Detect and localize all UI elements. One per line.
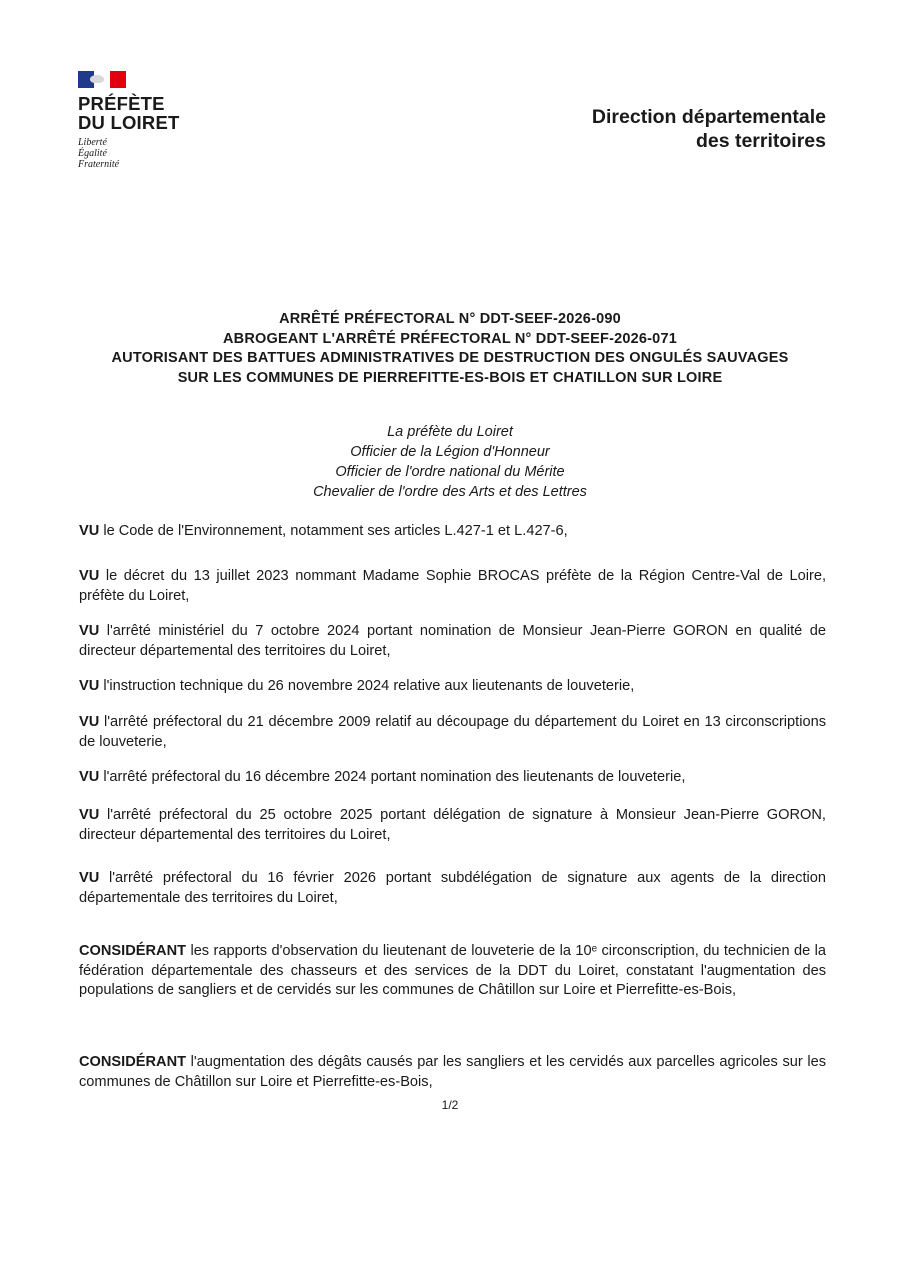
visa-paragraph: VU l'arrêté ministériel du 7 octobre 2024 portant nomination de Monsieur Jean-Pierre GORON en qualité de directeur départemental des territoires du Loiret, xyxy=(79,623,826,659)
prefecture-logo xyxy=(78,71,218,170)
title-line: ABROGEANT L'ARRÊTÉ PRÉFECTORAL N° DDT-SEEF-2026-071 xyxy=(223,330,677,347)
considerant-paragraph: CONSIDÉRANT les rapports d'observation du lieutenant de louveterie de la 10ᵉ circonscription, du technicien de la fédération départementale des chasseurs et des services de la DDT du Loiret, constatant l'augmentation des populations de sangliers et de cervidés sur les communes de Châtillon sur Loire et Pierrefitte-es-Bois, xyxy=(79,943,826,998)
signing-authority: La préfète du Loiret Officier de la Légion d'Honneur Officier de l'ordre national du Mérite Chevalier de l'ordre des Arts et des Lettres xyxy=(313,424,587,500)
title-line: AUTORISANT DES BATTUES ADMINISTRATIVES DE DESTRUCTION DES ONGULÉS SAUVAGES xyxy=(111,350,789,366)
visa-paragraph: VU l'arrêté préfectoral du 21 décembre 2009 relatif au découpage du département du Loiret en 13 circonscriptions de louveterie, xyxy=(79,714,826,750)
decree-title xyxy=(60,310,840,388)
title-line: ARRÊTÉ PRÉFECTORAL N° DDT-SEEF-2026-090 xyxy=(279,311,621,327)
visa-paragraph: VU le Code de l'Environnement, notamment ses articles L.427-1 et L.427-6, xyxy=(79,523,568,539)
direction-title: Direction départementale des territoires xyxy=(591,106,826,152)
marianne-flag-icon xyxy=(78,71,126,88)
visa-paragraph: VU l'arrêté préfectoral du 16 décembre 2024 portant nomination des lieutenants de louveterie, xyxy=(79,769,686,785)
visa-paragraph: VU l'instruction technique du 26 novembre 2024 relative aux lieutenants de louveterie, xyxy=(79,678,635,694)
page-number: 1/2 xyxy=(441,1098,459,1112)
visa-paragraph: VU le décret du 13 juillet 2023 nommant Madame Sophie BROCAS préfète de la Région Centre-Val de Loire, préfète du Loiret, xyxy=(79,568,826,604)
considerant-paragraph: CONSIDÉRANT l'augmentation des dégâts causés par les sangliers et les cervidés aux parcelles agricoles sur les communes de Châtillon sur Loire et Pierrefitte-es-Bois, xyxy=(79,1054,826,1090)
title-line: SUR LES COMMUNES DE PIERREFITTE-ES-BOIS ET CHATILLON SUR LOIRE xyxy=(177,369,723,386)
prefecture-name: PRÉFÈTE DU LOIRET xyxy=(78,93,180,133)
visa-paragraph: VU l'arrêté préfectoral du 16 février 2026 portant subdélégation de signature aux agents de la direction départementale des territoires du Loiret, xyxy=(79,870,826,906)
visa-paragraph: VU l'arrêté préfectoral du 25 octobre 2025 portant délégation de signature à Monsieur Jean-Pierre GORON, directeur départemental des territoires du Loiret, xyxy=(79,807,826,843)
republic-motto: Liberté Égalité Fraternité xyxy=(78,137,120,170)
